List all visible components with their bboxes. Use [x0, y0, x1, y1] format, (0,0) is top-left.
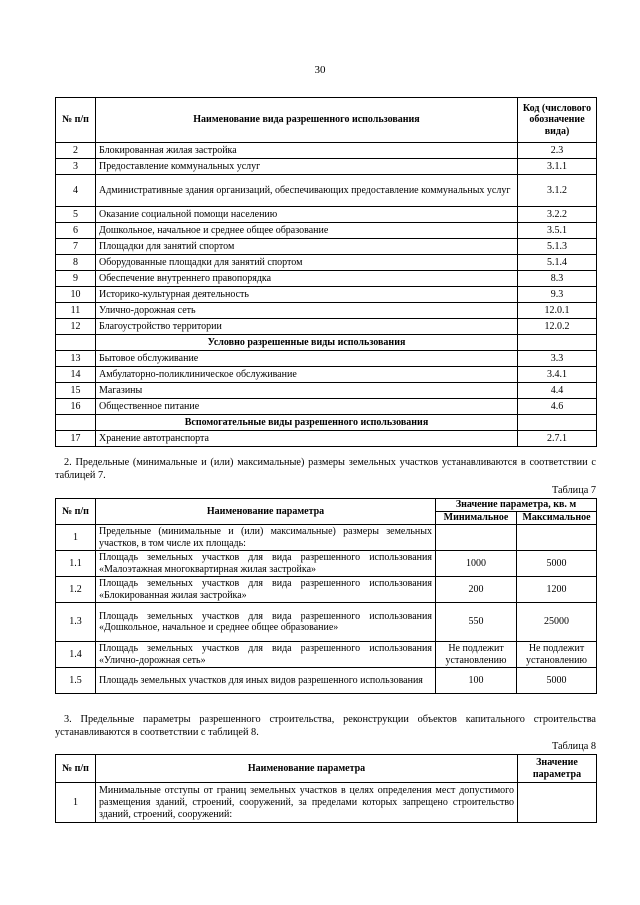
use-name: Предоставление коммунальных услуг — [96, 159, 518, 175]
use-code: 9.3 — [518, 287, 597, 303]
use-code: 3.1.2 — [518, 175, 597, 207]
row-number: 1.3 — [56, 603, 96, 642]
empty-cell — [518, 415, 597, 431]
paragraph-construction-parameters — [55, 714, 596, 739]
page-number: 30 — [314, 64, 326, 76]
table-row — [56, 319, 597, 335]
parameter-name: Площадь земельных участков для вида разрешенного использования «Дошкольное, начальное и среднее общее образование» — [96, 603, 436, 642]
table-row — [56, 175, 597, 207]
column-header-parameter-value: Значение параметра — [518, 755, 597, 783]
use-name: Амбулаторно-поликлиническое обслуживание — [96, 367, 518, 383]
table-row — [56, 668, 597, 694]
maximum-value: 5000 — [517, 668, 597, 694]
use-name: Историко-культурная деятельность — [96, 287, 518, 303]
row-number: 1.5 — [56, 668, 96, 694]
section-row-conditional — [56, 335, 597, 351]
row-number: 8 — [56, 255, 96, 271]
minimum-value: 100 — [436, 668, 517, 694]
use-name: Магазины — [96, 383, 518, 399]
table-row — [56, 525, 597, 551]
table-row — [56, 551, 597, 577]
row-number: 3 — [56, 159, 96, 175]
use-name: Благоустройство территории — [96, 319, 518, 335]
use-name: Оборудованные площадки для занятий спортом — [96, 255, 518, 271]
maximum-value: 25000 — [517, 603, 597, 642]
section-title: Условно разрешенные виды использования — [96, 335, 518, 351]
table-row — [56, 351, 597, 367]
construction-parameters-table — [55, 754, 597, 823]
use-name: Общественное питание — [96, 399, 518, 415]
row-number: 1.4 — [56, 642, 96, 668]
empty-cell — [56, 335, 96, 351]
table-header-row — [56, 499, 597, 512]
permitted-use-table — [55, 97, 597, 447]
maximum-value: Не подлежит установлению — [517, 642, 597, 668]
row-number: 1 — [56, 525, 96, 551]
table-row — [56, 255, 597, 271]
table-row — [56, 642, 597, 668]
table-row — [56, 223, 597, 239]
table-row — [56, 431, 597, 447]
table-row — [56, 577, 597, 603]
use-code: 2.3 — [518, 143, 597, 159]
table-row — [56, 207, 597, 223]
use-name: Дошкольное, начальное и среднее общее образование — [96, 223, 518, 239]
table-8-caption: Таблица 8 — [551, 741, 596, 752]
parameter-name: Площадь земельных участков для вида разрешенного использования «Малоэтажная многоквартирная жилая застройка» — [96, 551, 436, 577]
section-row-auxiliary — [56, 415, 597, 431]
empty-cell — [56, 415, 96, 431]
minimum-value: 200 — [436, 577, 517, 603]
row-number: 14 — [56, 367, 96, 383]
table-row — [56, 399, 597, 415]
table-row — [56, 239, 597, 255]
row-number: 13 — [56, 351, 96, 367]
table-row — [56, 603, 597, 642]
use-code: 3.5.1 — [518, 223, 597, 239]
paragraph-land-plot-sizes — [55, 457, 596, 482]
table-row — [56, 367, 597, 383]
column-header-maximum: Максимальное — [517, 512, 597, 525]
minimum-value: Не подлежит установлению — [436, 642, 517, 668]
table-row — [56, 287, 597, 303]
use-name: Блокированная жилая застройка — [96, 143, 518, 159]
table-row — [56, 159, 597, 175]
land-plot-size-table — [55, 498, 597, 694]
table-row — [56, 271, 597, 287]
use-code: 12.0.1 — [518, 303, 597, 319]
column-header-minimum: Минимальное — [436, 512, 517, 525]
use-code: 3.2.2 — [518, 207, 597, 223]
use-code: 4.6 — [518, 399, 597, 415]
table-row — [56, 303, 597, 319]
parameter-name: Минимальные отступы от границ земельных участков в целях определения мест допустимого размещения зданий, строений, сооружений, за пределами которых запрещено строительство зданий, строений, сооружений: — [96, 783, 518, 823]
parameter-value — [518, 783, 597, 823]
use-name: Оказание социальной помощи населению — [96, 207, 518, 223]
row-number: 10 — [56, 287, 96, 303]
maximum-value — [517, 525, 597, 551]
use-code: 5.1.3 — [518, 239, 597, 255]
maximum-value: 5000 — [517, 551, 597, 577]
use-name: Хранение автотранспорта — [96, 431, 518, 447]
table-row — [56, 143, 597, 159]
row-number: 4 — [56, 175, 96, 207]
use-code: 4.4 — [518, 383, 597, 399]
column-header-code: Код (числового обозначение вида) — [518, 98, 597, 143]
use-name: Площадки для занятий спортом — [96, 239, 518, 255]
table-row — [56, 383, 597, 399]
use-code: 8.3 — [518, 271, 597, 287]
use-name: Бытовое обслуживание — [96, 351, 518, 367]
maximum-value: 1200 — [517, 577, 597, 603]
row-number: 1 — [56, 783, 96, 823]
row-number: 5 — [56, 207, 96, 223]
row-number: 1.1 — [56, 551, 96, 577]
row-number: 11 — [56, 303, 96, 319]
use-code: 5.1.4 — [518, 255, 597, 271]
row-number: 16 — [56, 399, 96, 415]
row-number: 17 — [56, 431, 96, 447]
minimum-value: 1000 — [436, 551, 517, 577]
parameter-name: Площадь земельных участков для вида разрешенного использования «Блокированная жилая застройка» — [96, 577, 436, 603]
minimum-value — [436, 525, 517, 551]
column-header-use-name: Наименование вида разрешенного использования — [96, 98, 518, 143]
paragraph-text: 2. Предельные (минимальные и (или) максимальные) размеры земельных участков устанавливаются в соответствии с таблицей 7. — [55, 457, 596, 481]
minimum-value: 550 — [436, 603, 517, 642]
parameter-name: Площадь земельных участков для иных видов разрешенного использования — [96, 668, 436, 694]
table-7-caption: Таблица 7 — [551, 485, 596, 496]
row-number: 9 — [56, 271, 96, 287]
row-number: 15 — [56, 383, 96, 399]
use-name: Административные здания организаций, обеспечивающих предоставление коммунальных услуг — [96, 175, 518, 207]
column-header-parameter-name: Наименование параметра — [96, 499, 436, 525]
row-number: 7 — [56, 239, 96, 255]
column-header-number: № п/п — [56, 499, 96, 525]
column-header-number: № п/п — [56, 98, 96, 143]
use-code: 3.1.1 — [518, 159, 597, 175]
parameter-name: Предельные (минимальные и (или) максимальные) размеры земельных участков, в том числе их площадь: — [96, 525, 436, 551]
use-code: 2.7.1 — [518, 431, 597, 447]
empty-cell — [518, 335, 597, 351]
table-row — [56, 783, 597, 823]
use-code: 12.0.2 — [518, 319, 597, 335]
use-code: 3.4.1 — [518, 367, 597, 383]
row-number: 12 — [56, 319, 96, 335]
paragraph-text: 3. Предельные параметры разрешенного строительства, реконструкции объектов капитального строительства устанавливаются в соответствии с таблицей 8. — [55, 714, 596, 738]
column-header-number: № п/п — [56, 755, 96, 783]
table-header-row — [56, 98, 597, 143]
table-header-row — [56, 755, 597, 783]
column-header-parameter-name: Наименование параметра — [96, 755, 518, 783]
row-number: 6 — [56, 223, 96, 239]
column-header-parameter-value: Значение параметра, кв. м — [436, 499, 597, 512]
use-code: 3.3 — [518, 351, 597, 367]
use-name: Обеспечение внутреннего правопорядка — [96, 271, 518, 287]
section-title: Вспомогательные виды разрешенного использования — [96, 415, 518, 431]
parameter-name: Площадь земельных участков для вида разрешенного использования «Улично-дорожная сеть» — [96, 642, 436, 668]
row-number: 1.2 — [56, 577, 96, 603]
use-name: Улично-дорожная сеть — [96, 303, 518, 319]
row-number: 2 — [56, 143, 96, 159]
